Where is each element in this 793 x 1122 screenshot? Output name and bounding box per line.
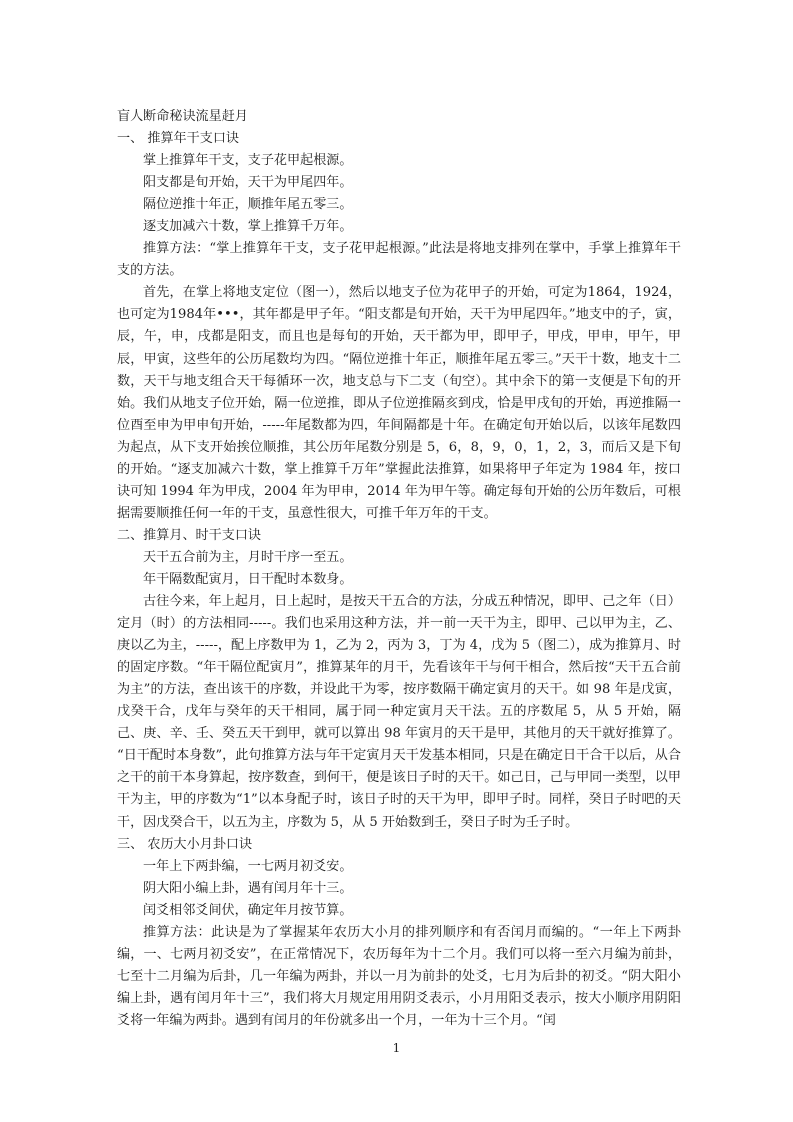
verse-line: 掌上推算年干支，支子花甲起根源。 (143, 153, 353, 169)
verse-line: 天干五合前为主，月时干序一至五。 (143, 549, 353, 565)
verse-line: 年干隔数配寅月，日干配时本数身。 (143, 571, 353, 587)
verse-line: 闰爻相邻爻间伏，确定年月按节算。 (143, 902, 353, 918)
verse-line: 逐支加减六十数，掌上推算千万年。 (143, 219, 353, 235)
verse-line: 阴大阳小编上卦，遇有闰月年十三。 (143, 880, 353, 896)
body-paragraph: 推算方法：“掌上推算年干支，支子花甲起根源。”此法是将地支排列在掌中，手掌上推算年干支的方法。 (117, 241, 681, 279)
page-number: 1 (392, 1041, 401, 1055)
verse-line: 阳支都是旬开始，天干为甲尾四年。 (143, 175, 353, 191)
body-paragraph: 古往今来，年上起月，日上起时，是按天干五合的方法，分成五种情况，即甲、己之年（日）定月（时）的方法相同-----。我们也采用这种方法，并一前一天干为主，即甲、己以甲为主，乙、庚以乙为主，-----，配上序数甲为 1，乙为 2，丙为 3，丁为 4，戊为 5（图二），成为推算月、时的固定序数。“年干隔位配寅月”，推算某年的月干，先看该年干与何干相合，然后按“天干五合前为主”的方法，查出该干的序数，并设此干为零，按序数隔干确定寅月的天干。如 98 年是戊寅，戊癸干合，戊年与癸年的天干相同，属于同一种定寅月天干法。五的序数尾 5，从 5 开始，隔己、庚、辛、壬、癸五天干到甲，就可以算出 98 年寅月的天干是甲，其他月的天干就好推算了。“日干配时本身数”，此句推算方法与年干定寅月天干发基本相同，只是在确定日干合干以后，从合之干的前干本身算起，按序数查，到何干，便是该日子时的天干。如己日，己与甲同一类型，以甲干为主，甲的序数为“1”以本身配子时，该日子时的天干为甲，即甲子时。同样，癸日子时吧的天干，因戊癸合干，以五为主，序数为 5，从 5 开始数到壬，癸日子时为壬子时。 (117, 594, 681, 830)
body-paragraph: 推算方法：此诀是为了掌握某年农历大小月的排列顺序和有否闰月而编的。“一年上下两卦编，一、七两月初爻安”，在正常情况下，农历每年为十二个月。我们可以将一至六月编为前卦，七至十二月编为后卦，几一年编为两卦，并以一月为前卦的处爻，七月为后卦的初爻。“阴大阳小编上卦，遇有闰月年十三”，我们将大月规定用用阴爻表示，小月用阳爻表示，按大小顺序用阴阳爻将一年编为两卦。遇到有闰月的年份就多出一个月，一年为十三个月。“闰 (117, 924, 681, 1028)
section-heading-2: 二、推算月、时干支口诀 (117, 527, 262, 543)
body-paragraph: 首先，在掌上将地支定位（图一），然后以地支子位为花甲子的开始，可定为1864，1924，也可定为1984年•••，其年都是甲子年。“阳支都是旬开始，天干为甲尾四年。”地支中的子，寅，辰，午，申，戌都是阳支，而且也是每旬的开始，天干都为甲，即甲子，甲戌，甲申，甲午，甲辰，甲寅，这些年的公历尾数均为四。“隔位逆推十年正，顺推年尾五零三。”天干十数，地支十二数，天干与地支组合天干每循环一次，地支总与下二支（旬空）。其中余下的第一支便是下旬的开始。我们从地支子位开始，隔一位逆推，即从子位逆推隔亥到戌，恰是甲戌旬的开始，再逆推隔一位酉至申为甲申旬开始，-----年尾数都为四，年间隔都是十年。在确定旬开始以后，以该年尾数四为起点，从下支开始挨位顺推，其公历年尾数分别是 5，6，8，9，0，1，2，3，而后又是下旬的开始。“逐支加减六十数，掌上推算千万年”掌握此法推算，如果将甲子年定为 1984 年，按口诀可知 1994 年为甲戌，2004 年为甲申，2014 年为甲午等。确定每旬开始的公历年数后，可根据需要顺推任何一年的干支，虽意性很大，可推千年万年的干支。 (117, 285, 681, 521)
section-heading-3: 三、 农历大小月卦口诀 (117, 836, 253, 852)
verse-line: 一年上下两卦编，一七两月初爻安。 (143, 858, 353, 874)
verse-line: 隔位逆推十年正，顺推年尾五零三。 (143, 197, 353, 213)
section-heading-1: 一、 推算年干支口诀 (117, 131, 240, 147)
page-title: 盲人断命秘诀流星赶月 (117, 109, 248, 124)
document-body (117, 106, 681, 1032)
